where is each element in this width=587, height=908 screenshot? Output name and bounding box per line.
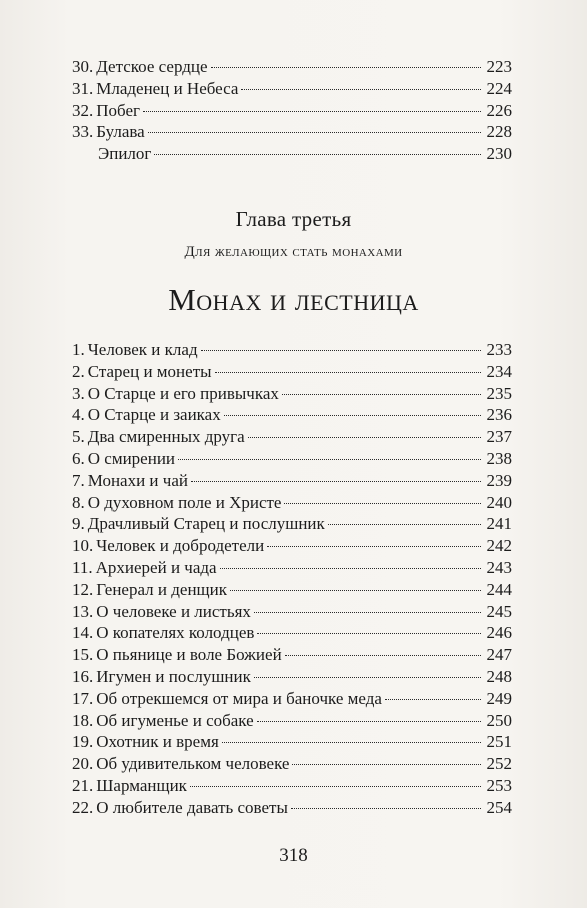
toc-dot-leader	[328, 524, 481, 525]
toc-entry-number: 1.	[72, 340, 85, 359]
toc-entry-title: О любителе давать советы	[96, 797, 288, 817]
toc-entry-title: Человек и добродетели	[96, 536, 265, 556]
toc-entry-number: 13.	[72, 601, 94, 621]
toc-entry	[72, 470, 512, 492]
toc-entry-title: Монахи и чай	[87, 470, 188, 490]
toc-entry-number: 15.	[72, 645, 94, 665]
toc-entry-title: Эпилог	[98, 144, 152, 164]
toc-entry-number: 16.	[72, 666, 94, 686]
toc-entry	[72, 492, 512, 514]
toc-entry-title: О человеке и листьях	[96, 601, 251, 621]
toc-entry-title: Младенец и Небеса	[96, 78, 239, 98]
toc-dot-leader	[191, 481, 481, 482]
toc-dot-leader	[282, 394, 481, 395]
toc-dot-leader	[257, 721, 481, 722]
toc-dot-leader	[257, 633, 481, 634]
toc-dot-leader	[241, 89, 481, 90]
toc-entry-title: Генерал и денщик	[96, 579, 227, 599]
toc-entry-page: 226	[486, 100, 512, 120]
toc-dot-leader	[291, 808, 481, 809]
toc-dot-leader	[222, 742, 481, 743]
toc-dot-leader	[178, 459, 481, 460]
toc-entry-page: 252	[486, 754, 512, 774]
toc-entry	[72, 56, 512, 78]
toc-entry-title: Об игуменье и собаке	[96, 710, 254, 730]
toc-dot-leader	[201, 350, 481, 351]
toc-entry-page: 238	[486, 448, 512, 468]
toc-entry-page: 236	[486, 405, 512, 425]
toc-list-chapter-three	[72, 339, 512, 819]
toc-entry-number: 20.	[72, 754, 94, 774]
toc-dot-leader	[385, 699, 481, 700]
toc-entry-number: 31.	[72, 78, 94, 98]
toc-entry-number: 14.	[72, 623, 94, 643]
toc-entry-number: 19.	[72, 732, 94, 752]
toc-dot-leader	[190, 786, 481, 787]
toc-entry	[72, 688, 512, 710]
toc-entry-page: 253	[486, 775, 512, 795]
toc-dot-leader	[254, 612, 481, 613]
toc-entry-page: 237	[486, 427, 512, 447]
toc-entry	[72, 361, 512, 383]
toc-entry-title: Об удивительком человеке	[96, 754, 290, 774]
toc-entry	[72, 557, 512, 579]
toc-entry-title: Детское сердце	[96, 57, 208, 76]
toc-entry-number: 4.	[72, 405, 85, 425]
toc-dot-leader	[284, 503, 481, 504]
chapter-subtitle: Для желающих стать монахами	[184, 244, 403, 260]
toc-entry-title: Человек и клад	[87, 340, 198, 359]
toc-entry	[72, 601, 512, 623]
toc-entry	[72, 644, 512, 666]
toc-entry-title: Побег	[96, 100, 140, 120]
page-number: 318	[279, 845, 308, 866]
toc-dot-leader	[285, 655, 481, 656]
toc-entry	[72, 710, 512, 732]
toc-entry-number: 8.	[72, 492, 85, 512]
toc-entry	[72, 78, 512, 100]
chapter-label: Глава третья	[235, 207, 352, 231]
toc-entry	[72, 753, 512, 775]
toc-entry-page: 230	[486, 144, 512, 164]
toc-dot-leader	[230, 590, 481, 591]
toc-entry-number: 21.	[72, 775, 94, 795]
toc-entry-title: Охотник и время	[96, 732, 219, 752]
toc-entry-number: 11.	[72, 557, 93, 577]
toc-dot-leader	[248, 437, 481, 438]
toc-entry-page: 235	[486, 383, 512, 403]
toc-entry-title: О Старце и его привычках	[87, 383, 279, 403]
toc-dot-leader	[267, 546, 481, 547]
toc-entry-number: 30.	[72, 57, 94, 76]
toc-entry-title: Старец и монеты	[87, 361, 212, 381]
toc-entry	[72, 404, 512, 426]
toc-entry-number: 33.	[72, 122, 94, 142]
toc-entry-title: О духовном поле и Христе	[87, 492, 282, 512]
toc-entry-title: О копателях колодцев	[96, 623, 255, 643]
toc-entry-page: 254	[486, 797, 512, 817]
toc-entry-title: Об отрекшемся от мира и баночке меда	[96, 688, 382, 708]
toc-entry-page: 244	[486, 579, 512, 599]
toc-entry-page: 251	[486, 732, 512, 752]
toc-entry-title: Драчливый Старец и послушник	[87, 514, 325, 534]
toc-entry-page: 248	[486, 666, 512, 686]
toc-dot-leader	[215, 372, 481, 373]
toc-entry-page: 241	[486, 514, 512, 534]
toc-entry-number: 5.	[72, 427, 85, 447]
toc-entry-page: 249	[486, 688, 512, 708]
toc-entry-page: 242	[486, 536, 512, 556]
toc-entry-number: 3.	[72, 383, 85, 403]
toc-dot-leader	[148, 132, 481, 133]
toc-entry	[72, 383, 512, 405]
toc-dot-leader	[292, 764, 481, 765]
toc-entry-page: 223	[486, 57, 512, 76]
chapter-title: Монах и лестница	[168, 282, 419, 317]
toc-entry-number: 9.	[72, 514, 85, 534]
toc-entry-page: 246	[486, 623, 512, 643]
toc-entry	[72, 426, 512, 448]
toc-entry	[72, 339, 512, 361]
toc-entry	[72, 513, 512, 535]
toc-entry-number: 18.	[72, 710, 94, 730]
toc-entry-number: 10.	[72, 536, 94, 556]
toc-entry-number: 7.	[72, 470, 85, 490]
toc-entry	[72, 535, 512, 557]
toc-entry-number: 17.	[72, 688, 94, 708]
toc-entry-page: 224	[486, 78, 512, 98]
toc-entry-page: 233	[486, 340, 512, 359]
toc-entry-number: 22.	[72, 797, 94, 817]
toc-entry	[72, 797, 512, 819]
toc-entry-number: 12.	[72, 579, 94, 599]
toc-entry	[72, 666, 512, 688]
toc-entry-page: 250	[486, 710, 512, 730]
toc-dot-leader	[154, 154, 481, 155]
toc-entry-title: Игумен и послушник	[96, 666, 251, 686]
toc-dot-leader	[220, 568, 481, 569]
toc-entry	[72, 775, 512, 797]
toc-dot-leader	[254, 677, 481, 678]
toc-entry-page: 240	[486, 492, 512, 512]
toc-entry-number: 32.	[72, 100, 94, 120]
toc-entry	[72, 622, 512, 644]
toc-entry-page: 228	[486, 122, 512, 142]
toc-entry-page: 245	[486, 601, 512, 621]
toc-entry-title: О пьянице и воле Божией	[96, 645, 282, 665]
toc-entry-title: О Старце и заиках	[87, 405, 221, 425]
toc-entry-number: 2.	[72, 361, 85, 381]
toc-entry-page: 247	[486, 645, 512, 665]
toc-dot-leader	[224, 415, 481, 416]
toc-entry-title: Булава	[96, 122, 145, 142]
toc-dot-leader	[211, 67, 481, 68]
toc-entry	[72, 448, 512, 470]
toc-entry-page: 234	[486, 361, 512, 381]
toc-entry-page: 243	[486, 557, 512, 577]
toc-entry-number: 6.	[72, 448, 85, 468]
toc-entry	[72, 731, 512, 753]
toc-entry-page: 239	[486, 470, 512, 490]
toc-entry	[72, 121, 512, 143]
toc-entry	[72, 579, 512, 601]
toc-entry	[72, 143, 512, 165]
toc-entry	[72, 100, 512, 122]
toc-list-previous-chapter	[72, 56, 512, 165]
toc-entry-title: Шарманщик	[96, 775, 187, 795]
toc-entry-title: Архиерей и чада	[95, 557, 217, 577]
toc-dot-leader	[143, 111, 481, 112]
toc-entry-title: Два смиренных друга	[87, 427, 245, 447]
toc-entry-title: О смирении	[87, 448, 176, 468]
